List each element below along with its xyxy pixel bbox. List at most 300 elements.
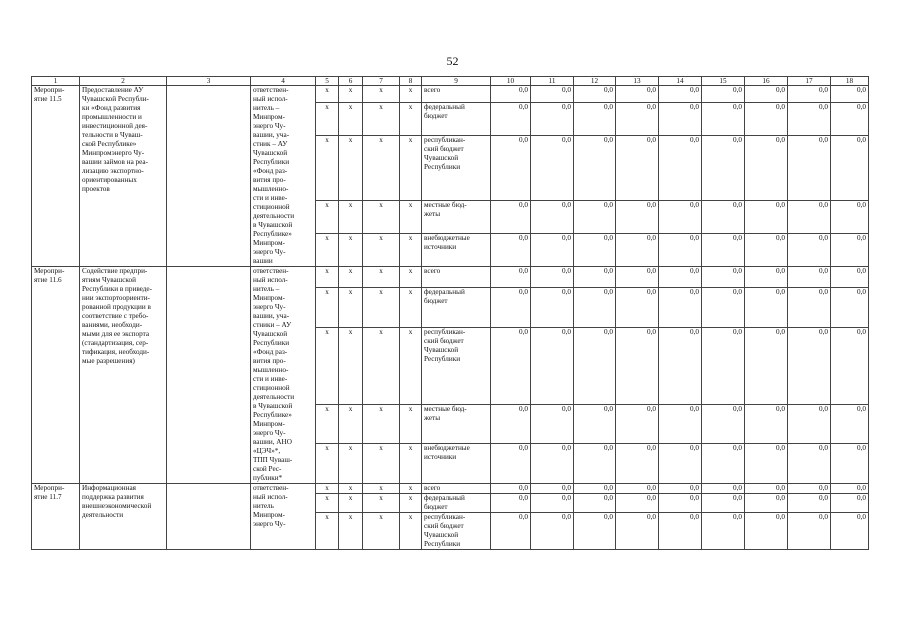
amount-cell: 0,0 [491, 494, 531, 513]
amount-cell: 0,0 [831, 233, 869, 266]
amount-cell: 0,0 [574, 136, 616, 200]
funding-source-line: жеты [424, 413, 441, 422]
measure-id-line: ятие 11.5 [34, 95, 62, 103]
amount-cell: 0,0 [745, 136, 788, 200]
measure-id-line: ятие 11.6 [34, 276, 62, 284]
amount-cell: 0,0 [574, 327, 616, 404]
x-mark-cell: x [363, 86, 400, 103]
measure-name-line: инвестиционной дея- [82, 122, 148, 130]
column-number-row [32, 77, 869, 86]
column-header: 7 [363, 77, 400, 86]
amount-cell: 0,0 [831, 287, 869, 327]
column-header: 12 [574, 77, 616, 86]
amount-cell: 0,0 [616, 136, 659, 200]
x-mark-cell: x [400, 484, 422, 494]
executor-line: энерго Чу- [253, 520, 286, 528]
amount-cell: 0,0 [745, 327, 788, 404]
amount-cell: 0,0 [616, 103, 659, 136]
executor-cell [251, 484, 316, 550]
column-header: 11 [531, 77, 574, 86]
x-mark-cell: x [400, 513, 422, 550]
x-mark-cell: x [400, 267, 422, 288]
funding-source-line: республикан- [424, 513, 466, 521]
amount-cell: 0,0 [574, 103, 616, 136]
funding-source-line: ский бюджет [424, 522, 464, 530]
column-header: 1 [32, 77, 80, 86]
x-mark-cell: x [339, 484, 363, 494]
x-mark-cell: x [363, 494, 400, 513]
measure-name-cell [80, 267, 167, 484]
executor-line: в Чувашской [253, 221, 293, 229]
amount-cell: 0,0 [831, 200, 869, 233]
amount-cell: 0,0 [531, 444, 574, 484]
executor-line: мышленно- [253, 185, 289, 193]
funding-source-line: федеральный [424, 494, 465, 502]
executor-line: нитель [253, 502, 274, 510]
amount-cell: 0,0 [702, 404, 745, 444]
executor-line: сти и инве- [253, 375, 288, 383]
measure-name-line: Информационная [82, 484, 136, 492]
amount-cell: 0,0 [831, 494, 869, 513]
amount-cell: 0,0 [659, 233, 702, 266]
measure-name-line: рованной продукции в [82, 303, 151, 311]
x-mark-cell: x [316, 267, 339, 288]
x-mark-cell: x [339, 103, 363, 136]
x-mark-cell: x [363, 267, 400, 288]
amount-cell: 0,0 [574, 287, 616, 327]
measure-name-line: (стандартизация, сер- [82, 339, 149, 347]
amount-cell: 0,0 [616, 233, 659, 266]
amount-cell: 0,0 [745, 200, 788, 233]
funding-source-line: Чувашской [424, 154, 459, 163]
funding-source-line: Республики [424, 163, 461, 172]
goal-indicator-cell [167, 86, 251, 267]
amount-cell: 0,0 [702, 327, 745, 404]
amount-cell: 0,0 [745, 287, 788, 327]
executor-line: ный испол- [253, 493, 288, 501]
amount-cell: 0,0 [788, 444, 831, 484]
funding-source-cell [422, 103, 491, 136]
x-mark-cell: x [316, 287, 339, 327]
executor-line: «ЦЭЧ»*, [253, 447, 281, 455]
funding-source-line: всего [424, 267, 441, 275]
amount-cell: 0,0 [491, 136, 531, 200]
measure-id-line: Меропри- [34, 484, 65, 492]
executor-line: ответствен- [253, 86, 289, 94]
funding-source-line: Чувашской [424, 531, 459, 539]
measure-name-line: мыми для ее экспорта [82, 330, 150, 338]
column-header: 16 [745, 77, 788, 86]
funding-source-line: бюджет [424, 503, 448, 511]
x-mark-cell: x [363, 404, 400, 444]
amount-cell: 0,0 [574, 444, 616, 484]
amount-cell: 0,0 [702, 267, 745, 288]
funding-source-cell [422, 327, 491, 404]
funding-source-line: источники [424, 453, 457, 462]
funding-source-line: всего [424, 484, 441, 492]
measure-name-line: лизацию экспортно- [82, 167, 144, 175]
executor-line: публики* [253, 474, 283, 482]
funding-source-line: республикан- [424, 136, 466, 145]
amount-cell: 0,0 [702, 200, 745, 233]
measure-name-line: промышленности и [82, 113, 142, 121]
x-mark-cell: x [339, 444, 363, 484]
amount-cell: 0,0 [745, 233, 788, 266]
funding-source-cell [422, 444, 491, 484]
executor-line: вития про- [253, 357, 286, 365]
program-table [31, 76, 869, 550]
amount-cell: 0,0 [745, 404, 788, 444]
funding-source-line: местные бюд- [424, 404, 467, 413]
executor-line: стиционной [253, 384, 290, 392]
amount-cell: 0,0 [531, 103, 574, 136]
executor-line: Республике» [253, 411, 292, 419]
executor-line: сти и инве- [253, 194, 288, 202]
amount-cell: 0,0 [702, 444, 745, 484]
column-header: 5 [316, 77, 339, 86]
x-mark-cell: x [363, 327, 400, 404]
amount-cell: 0,0 [831, 86, 869, 103]
amount-cell: 0,0 [574, 200, 616, 233]
funding-source-cell [422, 200, 491, 233]
measure-name-line: нии экспортоориенти- [82, 294, 150, 302]
amount-cell: 0,0 [616, 327, 659, 404]
amount-cell: 0,0 [616, 287, 659, 327]
amount-cell: 0,0 [745, 267, 788, 288]
executor-line: Республики [253, 158, 290, 166]
amount-cell: 0,0 [831, 327, 869, 404]
column-header: 14 [659, 77, 702, 86]
measure-name-line: деятельности [82, 511, 124, 519]
amount-cell: 0,0 [788, 513, 831, 550]
funding-source-cell [422, 287, 491, 327]
measure-name-line: Минпромэнерго Чу- [82, 149, 145, 157]
x-mark-cell: x [400, 494, 422, 513]
measure-id-line: Меропри- [34, 267, 65, 275]
measure-name-line: ориентированных [82, 176, 137, 184]
executor-line: вашии, АНО [253, 438, 292, 446]
amount-cell: 0,0 [788, 494, 831, 513]
measure-name-cell [80, 484, 167, 550]
amount-cell: 0,0 [745, 103, 788, 136]
executor-line: стники – АУ [253, 321, 292, 329]
executor-line: ный испол- [253, 276, 288, 284]
measure-name-line: Республики в приведе- [82, 285, 153, 293]
x-mark-cell: x [316, 103, 339, 136]
column-header: 15 [702, 77, 745, 86]
amount-cell: 0,0 [531, 200, 574, 233]
amount-cell: 0,0 [574, 267, 616, 288]
x-mark-cell: x [316, 494, 339, 513]
amount-cell: 0,0 [531, 404, 574, 444]
executor-line: Республики [253, 339, 290, 347]
executor-line: энерго Чу- [253, 303, 286, 311]
amount-cell: 0,0 [788, 327, 831, 404]
amount-cell: 0,0 [574, 513, 616, 550]
executor-line: Республике» [253, 230, 292, 238]
amount-cell: 0,0 [616, 484, 659, 494]
amount-cell: 0,0 [531, 233, 574, 266]
amount-cell: 0,0 [531, 287, 574, 327]
x-mark-cell: x [339, 513, 363, 550]
funding-source-cell [422, 404, 491, 444]
x-mark-cell: x [339, 233, 363, 266]
x-mark-cell: x [316, 484, 339, 494]
amount-cell: 0,0 [659, 103, 702, 136]
amount-cell: 0,0 [788, 484, 831, 494]
executor-line: стиционной [253, 203, 290, 211]
amount-cell: 0,0 [574, 484, 616, 494]
amount-cell: 0,0 [745, 86, 788, 103]
amount-cell: 0,0 [702, 233, 745, 266]
x-mark-cell: x [316, 233, 339, 266]
amount-cell: 0,0 [659, 136, 702, 200]
column-header: 3 [167, 77, 251, 86]
measure-id-cell [32, 484, 80, 550]
amount-cell: 0,0 [745, 484, 788, 494]
amount-cell: 0,0 [491, 513, 531, 550]
x-mark-cell: x [363, 103, 400, 136]
executor-line: мышленно- [253, 366, 289, 374]
column-header: 9 [422, 77, 491, 86]
amount-cell: 0,0 [745, 494, 788, 513]
x-mark-cell: x [400, 86, 422, 103]
executor-line: энерго Чу- [253, 248, 286, 256]
amount-cell: 0,0 [659, 327, 702, 404]
executor-line: «Фонд раз- [253, 348, 288, 356]
executor-line: ответствен- [253, 267, 289, 275]
amount-cell: 0,0 [616, 444, 659, 484]
measure-name-line: Чувашской Республи- [82, 95, 149, 103]
executor-line: вашии [253, 257, 273, 265]
x-mark-cell: x [363, 513, 400, 550]
x-mark-cell: x [400, 103, 422, 136]
executor-line: «Фонд раз- [253, 167, 288, 175]
measure-name-cell [80, 86, 167, 267]
x-mark-cell: x [316, 136, 339, 200]
x-mark-cell: x [400, 287, 422, 327]
funding-source-line: Республики [424, 354, 461, 363]
x-mark-cell: x [363, 233, 400, 266]
funding-source-line: жеты [424, 209, 441, 218]
measure-id-cell [32, 267, 80, 484]
amount-cell: 0,0 [788, 136, 831, 200]
x-mark-cell: x [400, 136, 422, 200]
column-header: 2 [80, 77, 167, 86]
goal-indicator-cell [167, 484, 251, 550]
measure-name-line: тификация, необходи- [82, 348, 150, 356]
x-mark-cell: x [339, 327, 363, 404]
column-header: 13 [616, 77, 659, 86]
amount-cell: 0,0 [616, 404, 659, 444]
funding-source-line: внебюджетные [424, 233, 470, 242]
x-mark-cell: x [316, 327, 339, 404]
x-mark-cell: x [316, 200, 339, 233]
amount-cell: 0,0 [616, 267, 659, 288]
executor-cell [251, 267, 316, 484]
table-row [32, 267, 869, 288]
x-mark-cell: x [363, 444, 400, 484]
funding-source-line: ский бюджет [424, 145, 464, 154]
amount-cell: 0,0 [831, 404, 869, 444]
funding-source-line: бюджет [424, 296, 448, 305]
funding-source-cell [422, 136, 491, 200]
amount-cell: 0,0 [491, 267, 531, 288]
amount-cell: 0,0 [659, 200, 702, 233]
amount-cell: 0,0 [702, 484, 745, 494]
x-mark-cell: x [316, 444, 339, 484]
measure-id-cell [32, 86, 80, 267]
executor-line: Чувашской [253, 149, 288, 157]
amount-cell: 0,0 [831, 484, 869, 494]
amount-cell: 0,0 [491, 233, 531, 266]
amount-cell: 0,0 [531, 513, 574, 550]
x-mark-cell: x [339, 200, 363, 233]
x-mark-cell: x [339, 287, 363, 327]
x-mark-cell: x [363, 200, 400, 233]
x-mark-cell: x [316, 86, 339, 103]
amount-cell: 0,0 [659, 513, 702, 550]
executor-line: Минпром- [253, 113, 285, 121]
measure-name-line: Содействие предпри- [82, 267, 148, 275]
amount-cell: 0,0 [616, 513, 659, 550]
executor-line: Минпром- [253, 239, 285, 247]
amount-cell: 0,0 [531, 327, 574, 404]
amount-cell: 0,0 [491, 327, 531, 404]
amount-cell: 0,0 [788, 404, 831, 444]
amount-cell: 0,0 [702, 494, 745, 513]
funding-source-line: Республики [424, 540, 461, 548]
measure-name-line: ваниями, необходи- [82, 321, 143, 329]
amount-cell: 0,0 [491, 287, 531, 327]
goal-indicator-cell [167, 267, 251, 484]
column-header: 10 [491, 77, 531, 86]
measure-name-line: проектов [82, 185, 110, 193]
funding-source-line: источники [424, 242, 457, 251]
measure-name-line: ятиям Чувашской [82, 276, 136, 284]
amount-cell: 0,0 [574, 494, 616, 513]
measure-name-line: соответствие с требо- [82, 312, 149, 320]
amount-cell: 0,0 [659, 484, 702, 494]
funding-source-line: Чувашской [424, 345, 459, 354]
amount-cell: 0,0 [616, 200, 659, 233]
amount-cell: 0,0 [788, 287, 831, 327]
executor-line: вития про- [253, 176, 286, 184]
funding-source-cell [422, 86, 491, 103]
amount-cell: 0,0 [491, 484, 531, 494]
funding-source-cell [422, 513, 491, 550]
measure-id-line: ятие 11.7 [34, 493, 62, 501]
column-header: 17 [788, 77, 831, 86]
amount-cell: 0,0 [531, 484, 574, 494]
x-mark-cell: x [400, 327, 422, 404]
funding-source-line: федеральный [424, 287, 465, 296]
measure-name-line: внешнеэкономической [82, 502, 152, 510]
funding-source-line: внебюджетные [424, 444, 470, 453]
amount-cell: 0,0 [831, 444, 869, 484]
amount-cell: 0,0 [659, 404, 702, 444]
amount-cell: 0,0 [616, 86, 659, 103]
funding-source-cell [422, 484, 491, 494]
funding-source-line: республикан- [424, 327, 466, 336]
measure-name-line: мые разрешения) [82, 357, 135, 365]
table-row [32, 86, 869, 103]
amount-cell: 0,0 [491, 404, 531, 444]
column-header: 4 [251, 77, 316, 86]
amount-cell: 0,0 [788, 233, 831, 266]
page-number: 52 [446, 54, 459, 68]
measure-id-line: Меропри- [34, 86, 65, 94]
executor-line: Чувашской [253, 330, 288, 338]
amount-cell: 0,0 [788, 267, 831, 288]
executor-line: Минпром- [253, 294, 285, 302]
x-mark-cell: x [400, 404, 422, 444]
amount-cell: 0,0 [831, 136, 869, 200]
amount-cell: 0,0 [574, 86, 616, 103]
executor-line: нитель – [253, 285, 280, 293]
amount-cell: 0,0 [574, 404, 616, 444]
measure-name-line: Предоставление АУ [82, 86, 144, 94]
executor-line: энерго Чу- [253, 122, 286, 130]
amount-cell: 0,0 [702, 136, 745, 200]
funding-source-cell [422, 233, 491, 266]
executor-line: ской Рес- [253, 465, 282, 473]
amount-cell: 0,0 [831, 267, 869, 288]
amount-cell: 0,0 [659, 267, 702, 288]
amount-cell: 0,0 [616, 494, 659, 513]
x-mark-cell: x [400, 444, 422, 484]
funding-source-line: бюджет [424, 112, 448, 121]
amount-cell: 0,0 [788, 200, 831, 233]
measure-name-line: ской Республике» [82, 140, 137, 148]
x-mark-cell: x [339, 86, 363, 103]
x-mark-cell: x [339, 267, 363, 288]
amount-cell: 0,0 [702, 103, 745, 136]
funding-source-cell [422, 494, 491, 513]
x-mark-cell: x [363, 136, 400, 200]
executor-line: деятельности [253, 393, 295, 401]
amount-cell: 0,0 [531, 267, 574, 288]
measure-name-line: тельности в Чуваш- [82, 131, 143, 139]
x-mark-cell: x [400, 200, 422, 233]
funding-source-line: местные бюд- [424, 200, 467, 209]
amount-cell: 0,0 [491, 200, 531, 233]
executor-line: вашии, уча- [253, 131, 290, 139]
amount-cell: 0,0 [702, 513, 745, 550]
x-mark-cell: x [363, 287, 400, 327]
x-mark-cell: x [316, 513, 339, 550]
table-row [32, 484, 869, 494]
amount-cell: 0,0 [788, 86, 831, 103]
amount-cell: 0,0 [491, 103, 531, 136]
funding-source-cell [422, 267, 491, 288]
amount-cell: 0,0 [831, 103, 869, 136]
funding-source-line: федеральный [424, 103, 465, 112]
x-mark-cell: x [400, 233, 422, 266]
amount-cell: 0,0 [531, 86, 574, 103]
executor-line: стник – АУ [253, 140, 288, 148]
x-mark-cell: x [339, 404, 363, 444]
amount-cell: 0,0 [831, 513, 869, 550]
amount-cell: 0,0 [531, 494, 574, 513]
amount-cell: 0,0 [531, 136, 574, 200]
amount-cell: 0,0 [702, 287, 745, 327]
executor-line: ответствен- [253, 484, 289, 492]
amount-cell: 0,0 [745, 513, 788, 550]
amount-cell: 0,0 [745, 444, 788, 484]
x-mark-cell: x [316, 404, 339, 444]
executor-line: Минпром- [253, 420, 285, 428]
